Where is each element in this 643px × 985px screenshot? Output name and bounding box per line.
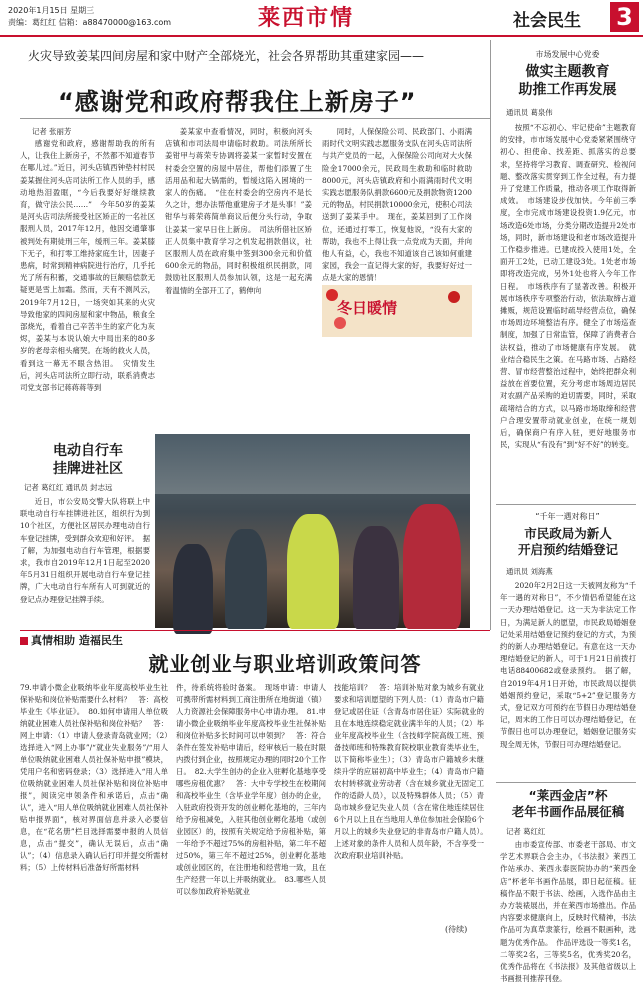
qa-column-1 bbox=[20, 682, 168, 938]
wedding-text: 2020年2月2日这一天被网友称为“千年一遇的对称日”，不少情侣希望能在这一天办理结婚登记。这一天为非法定工作日，为满足新人的愿望，市民政局婚姻登记处采用结婚登记预约登记的方式，为预约的新人办理结婚登记。有意在这一天办理结婚登记的新人，可于1月21日前拨打电话88400682或登录预约。 据了解，自2019年4月1日开始，市民政局以提供婚姻预约登记，采取“5+2”登记服务方式，登记双方可预约在节假日办理结婚登记，周末的工作日可以办理结婚登记，在节假日也可以办理登记，婚姻登记服务实现全周无休，节假日可办理结婚登记。 bbox=[500, 581, 636, 749]
qa-column-3 bbox=[334, 682, 492, 928]
lead-text-1: 感谢党和政府，感谢帮助我的所有人，让我住上新房子，不然都不知道春节在哪儿过。”近日，河头店镇西钟垫村村民姜某握住河头店司法所工作人员的手，感动地热泪盈眶，“今后我要好好继续教育，做守法公民……” 今年50岁的姜某是河头店司法所接受社区矫正的一名社区服刑人员，2017年12月，他因交通肇事被判处有期徒刑三年，缓刑三年。姜某膝下无子，和打零工维持家庭生计，因妻子患病，时常到精神病院进行治疗，几乎托光了所有积蓄，交通事故的巨额赔偿款无疑更是雪上加霜。然而，天有不测风云，2019年7月12日，一场突如其来的火灾导致他家的四间房屋和家中物品，粮食全部烧光，看着自己辛苦半生的家产化为灰烬，姜某与本说认娘大中局出来的80多岁的老母亲相头痛哭。在场的救火人员，看到这一幕无不眼含热泪。 灾情发生后，河头店司法所立即行动，联系消费志司党支部书记蒋蒋蒋等到 bbox=[20, 139, 155, 393]
person-figure bbox=[353, 526, 399, 629]
wedding-body bbox=[500, 580, 636, 776]
bike-text: 近日，市公安局交警大队将联上中联电动自行车挂牌进社区，组织行为到10个社区，方便社区居民办理电动自行车登记挂牌，受到群众欢迎和好评。 据了解，为加强电动自行车管理，根据要求，我市自2019年12月1日起至2020年5月31日组织开展电动自行车登记挂牌，广大电动自行车所有人可到就近的登记点办理登记挂牌手续。 bbox=[20, 497, 150, 604]
divider bbox=[496, 782, 636, 783]
bike-body bbox=[20, 496, 150, 628]
flower-icon bbox=[448, 291, 460, 303]
header-rule bbox=[0, 35, 643, 37]
page-number: 3 bbox=[610, 2, 639, 32]
column-divider bbox=[490, 40, 491, 630]
qa-title[interactable]: 就业创业与职业培训政策问答 bbox=[148, 652, 422, 676]
lead-column-3 bbox=[322, 126, 472, 284]
bike-byline: 记者 葛红红 通讯员 封志远 bbox=[24, 483, 113, 492]
newspaper-logo: 莱西市情 bbox=[258, 5, 355, 31]
calligraphy-text: 由市委宣传部、市委老干部局、市文学艺术界联合会主办，《书法报》莱西工作站承办、莱西永泰医院协办的“莱西金店”杯老年书画作品展，即日起征稿。征稿作品不限于书法、绘画，入选作品由主办方装裱展出，并在莱西市场推出。作品内容要求健康向上，反映时代精神，书法作品可为真草隶篆行，绘画不限画种，选题为优秀作品。 作品评选设一等奖1名，二等奖2名，三等奖5名，优秀奖20名，优秀作品将在《书法报》及其他省级以上书画报刊推荐刊登。 bbox=[500, 840, 636, 984]
calligraphy-byline: 记者 葛红红 bbox=[506, 827, 546, 836]
lead-text-2: 姜某家中查看情况，同时，积极向河头店镇和市司法局申请临时救助。司法所所长姜钳甲与蒋荣专协调将姜某一家暂时安置在村委会空置的房屋中居住，帮他们添置了生活用品和起大锅需的，暂缓这陷入困境的一家人的伤痛。 “住在村委会的空房内不是长久之计，想办法帮他重建房子才是头事！”姜钳华与蒋荣蒋简单商议后便分头行动，争取让姜某一家早日住上新房。 司法所借社区矫正人员集中教育学习之机发起捐款倡议，社区服刑人员在政府集中签到300余元和价值600余元的物品，同时积极组织民捐款，同鼓励社区服刑人员参加认领，这是一起充满着温情的全部开工了，鹤伸向 bbox=[165, 127, 312, 295]
section-rule bbox=[20, 630, 490, 631]
continued-note: (待续) bbox=[445, 925, 468, 934]
lead-subtitle: 火灾导致姜某四间房屋和家中财产全部烧光，社会各界帮助其重建家园—— bbox=[28, 49, 425, 63]
square-icon bbox=[20, 637, 28, 645]
wedding-title[interactable]: 市民政局为新人 开启预约结婚登记 bbox=[517, 526, 618, 557]
calligraphy-body bbox=[500, 839, 636, 984]
calligraphy-title[interactable]: “莱西金店”杯 老年书画作品展征稿 bbox=[511, 788, 625, 819]
person-figure bbox=[403, 504, 461, 629]
qa-text-1: 79.申请小微企业吸纳毕业年度高校毕业生社保补贴和岗位补贴需要什么材料？ 答：高校毕业生《毕业证》。 80.如何申请用人单位吸纳就业困难人员社保补贴和岗位补贴？ 答：网上申请：（1）申请人登录青岛就业网；（2）选择进入“网上办事”/“就业失业服务”/“用人单位吸纳就业困难人员社保补贴申报”模块，凭用户名和密码登录；（3）选择进入“用人单位吸纳就业困难人员社保补贴和岗位补贴申报”，阅读完申领条件和承诺后，点击“确认”，进入“用人单位吸纳就业困难人员社保补贴申报界面”，核对界面信息并录入必要信息，在“花名册”栏目选择需要申报的人员信息，点击“提交”，确认无误后，点击“确认”；（4）信息录入确认后打印并提交所需材料；（5）上传材料后准备好所需材料 bbox=[20, 683, 168, 872]
wedding-byline: 通讯员 刘海燕 bbox=[506, 567, 553, 576]
divider bbox=[20, 118, 490, 119]
flower-icon bbox=[334, 317, 346, 329]
divider bbox=[496, 504, 636, 505]
news-photo bbox=[155, 434, 470, 628]
issue-date: 2020年1月15日 星期三 bbox=[8, 6, 95, 15]
section-banner bbox=[20, 632, 123, 648]
party-text: 按照“不忘初心、牢记使命”主题教育的安排，市市场发展中心党委紧紧围绕守初心、担使命、找差距、抓落实的总要求，坚持将学习教育、调查研究、检视问题、整改落实贯穿到工作全过程，有力提升了党建工作质量，推动各项工作取得新成效。 市场建设步伐加快。今年前三季度，全市完成市场建设投资1.9亿元，市场改造6处市场，分类分期改造提升2处市场，同时，新市场建设和老市场改造提升工作稳步推进。已建成投入使用1处，全面开工2处，已动工建设3处。1处老市场即将改造完成，另外1处也将入今年工作日程。 市场秩序有了显著改善。积极开展市场秩序专项整治行动，依法取缔占道摊贩，规范设置临时疏导经营点位，确保市场周边环境整洁有序。健全了市场巡查制度，加强了日常监管，保障了消费者合法权益，推动了市场健康有序发展。 就业结合稳民生之策。在马路市场、占路经营、冒市经营整治过程中，始终把群众利益放在首要位置，充分考虑市场周边居民对农副产品采购的迫切需要，同时，采取疏堵结合的方式，以马路市场取缔和经营户合理安置带动就业创业，在统一规划后，确保商户有序入驻，更好地服务市民，实现从“有没有”到“好不好”的转变。 bbox=[500, 123, 636, 450]
person-figure bbox=[173, 544, 213, 634]
qa-text-2: 件，待系统将验时备案。 现场申请：申请人可携带所需材料到工商注册所在地街道（镇）人力资源社会保障服务中心申请办理。 81.申请小微企业吸纳毕业年度高校毕业生社保补贴和岗位补贴多长时间可以申领到？ 答：符合条件在签发补贴申请后，经审核后一般在时限内拨付到企业，按照规定办理的同时20个工作日。 82.大学生创办的企业入驻孵化基地享受哪些房租优惠？ 答：大中专学校生在校期间和高校毕业生（含毕业学年度）创办的企业，入驻政府投资开发的创业孵化基地的，三年内给予房租减免，入驻其他创业孵化基地（或创业园区）的，按照有关规定给予房租补贴，第一年给予不超过75%的房租补贴，第二年不超过50%，第三年不超过25%，创业孵化基地或创业园区的，在注册地和经营地一致，且在生产经营一年以上并吸纳就业。 83.哪些人员可以参加政府补贴就业 bbox=[176, 683, 326, 896]
party-title[interactable]: 做实主题教育 助推工作再发展 bbox=[518, 64, 617, 98]
lead-column-1 bbox=[20, 138, 155, 430]
party-byline: 通讯员 葛泉伟 bbox=[506, 108, 553, 117]
person-figure bbox=[287, 514, 339, 629]
party-subtitle: 市场发展中心党委 bbox=[535, 50, 600, 59]
qa-column-2 bbox=[176, 682, 326, 938]
building-background bbox=[155, 434, 470, 494]
wedding-subtitle: “千年一遇对称日” bbox=[535, 512, 600, 521]
decorative-banner bbox=[322, 285, 472, 337]
party-body bbox=[500, 122, 636, 498]
bike-title[interactable]: 电动自行车 挂牌进社区 bbox=[53, 443, 123, 477]
lead-byline: 记者 张丽芳 bbox=[32, 127, 72, 136]
lead-title[interactable]: “感谢党和政府帮我住上新房子” bbox=[58, 88, 417, 116]
lead-text-3: 同时，人保保险公司、民政部门、小雨满雨时代文明实践志愿服务支队在河头店司法所与共产党员的一起，入保保险公司向对大火保险金17000余元，民政局生救助和临时救助8000元，河头店镇政府和小雨满雨时代文明实践志愿服务队捐款6600元及捐款物资1200元的物品，村民捐款10000余元，使积心司法送到了姜某手中。 现在，姜某回到了工作岗位，还通过打零工，恢复他说，“没有大家的帮助，我也不上得让我一点党成为天面，并向他人有益，心，我也不知道该自己该如何重建家园，我会一直记得大家的好，我要好好过一点是大家的恩情！ bbox=[322, 127, 472, 283]
qa-text-3: 技能培训？ 答：培训补贴对象为城乡有就业要求和培训愿望的下列人员：（1）青岛市户籍登记或居住证（含青岛市居住证）实际就业的且在本地连续稳定就业满半年的人员；（2）毕业年度高校毕业生（含技师学院高级工班、预备技师班和特殊教育院校职业教育类毕业生，以下简称毕业生）；（3）青岛市户籍城乡未继续升学的应届初高中毕业生；（4）青岛市户籍农村转移就业劳动者（含在城乡就业无固定工作的适龄人员），以及特殊群体人员；（5）青岛市城乡登记失业人员（含在常住地连续居住6个月以上且在当地用人单位参加社会保险6个月以上的城乡失业登记的非青岛市户籍人员）。 上述对象的条件人员和人员年龄，不含享受一次政府职业培训补贴。 bbox=[334, 683, 492, 860]
decorative-text: 冬日暖情 bbox=[337, 299, 398, 317]
lead-column-2 bbox=[165, 126, 312, 431]
section-banner-text: 真情相助 造福民生 bbox=[31, 634, 123, 647]
editor-info: 责编：葛红红 信箱：a88470000@163.com bbox=[8, 18, 172, 27]
person-figure bbox=[225, 529, 267, 629]
section-name: 社会民生 bbox=[513, 11, 581, 31]
